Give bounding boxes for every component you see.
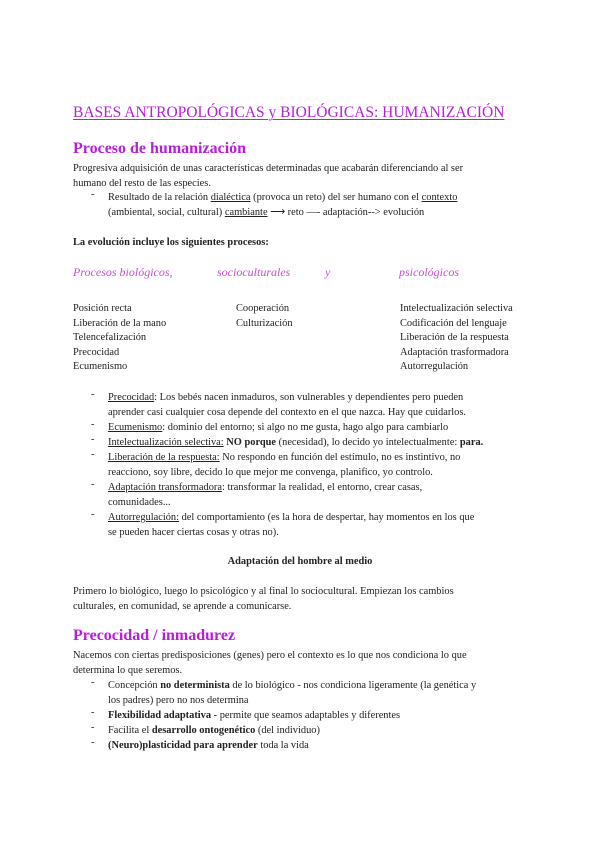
def-adaptacion-line1: Adaptación transformadora: transformar la realidad, el entorno, crear casas, bbox=[108, 482, 423, 493]
list-item: Telencefalización bbox=[73, 332, 147, 344]
header-y: y bbox=[325, 265, 331, 279]
column-socioculturales bbox=[236, 302, 293, 331]
list-item: Posición recta bbox=[73, 303, 132, 314]
precocidad-intro-line2: determina lo que seremos. bbox=[73, 665, 183, 676]
bullet-flexibilidad: Flexibilidad adaptativa - permite que seamos adaptables y diferentes bbox=[108, 710, 401, 721]
bullet-relacion-line2: (ambiental, social, cultural) cambiante ⟶ reto —- adaptación--> evolución bbox=[108, 207, 425, 218]
list-item: Liberación de la respuesta bbox=[400, 332, 509, 344]
bullet-dash: - bbox=[91, 389, 95, 400]
header-psicologicos: psicológicos bbox=[399, 265, 459, 279]
list-item: Codificación del lenguaje bbox=[400, 317, 507, 329]
list-item: Intelectualización selectiva bbox=[400, 303, 513, 314]
list-item: Cooperación bbox=[236, 303, 290, 314]
bullet-dash: - bbox=[91, 449, 95, 460]
adaptacion-paragraph-line2: culturales, en comunidad, se aprende a comunicarse. bbox=[73, 601, 292, 612]
def-liberacion-line2: reacciono, soy libre, decido lo que mejor me convenga, planifico, yo controlo. bbox=[108, 467, 433, 478]
list-item: Culturización bbox=[236, 317, 293, 329]
bullet-dash: - bbox=[91, 434, 95, 445]
header-biologicos: Procesos biológicos, bbox=[73, 265, 173, 279]
header-socioculturales: socioculturales bbox=[217, 265, 291, 279]
bullet-plasticidad: (Neuro)plasticidad para aprender toda la vida bbox=[108, 740, 309, 751]
def-precocidad-line1: Precocidad: Los bebés nacen inmaduros, son vulnerables y dependientes pero pueden bbox=[108, 392, 464, 403]
def-precocidad-line2: aprender casi cualquier cosa depende del contexto en el que nazca. Hay que cuidarlos. bbox=[108, 407, 467, 418]
bullet-dash: - bbox=[91, 677, 95, 688]
column-biologicos bbox=[73, 302, 166, 375]
document-title: BASES ANTROPOLÓGICAS y BIOLÓGICAS: HUMANIZACIÓN bbox=[73, 104, 505, 121]
list-item: Precocidad bbox=[73, 346, 120, 358]
bullet-dash: - bbox=[91, 707, 95, 718]
column-psicologicos bbox=[400, 302, 513, 375]
bullet-dash: - bbox=[91, 189, 95, 200]
list-item: Ecumenismo bbox=[73, 361, 128, 373]
bullet-dash: - bbox=[91, 737, 95, 748]
bullet-dash: - bbox=[91, 479, 95, 490]
def-ecumenismo: Ecumenismo: dominio del entorno; si algo no me gusta, hago algo para cambiarlo bbox=[108, 422, 449, 433]
list-item: Liberación de la mano bbox=[73, 317, 167, 329]
bullet-concepcion-line2: los padres) pero no nos determina bbox=[108, 695, 249, 706]
bullet-relacion-line1: Resultado de la relación dialéctica (provoca un reto) del ser humano con el contexto bbox=[108, 192, 458, 203]
precocidad-intro-line1: Nacemos con ciertas predisposiciones (genes) pero el contexto es lo que nos condiciona lo que bbox=[73, 650, 467, 661]
bullet-dash: - bbox=[91, 509, 95, 520]
def-autorregulacion-line2: se pueden hacer ciertas cosas y otras no). bbox=[108, 527, 279, 538]
evolution-intro: La evolución incluye los siguientes procesos: bbox=[73, 237, 269, 248]
section-heading-precocidad: Precocidad / inmadurez bbox=[73, 627, 236, 644]
bullet-concepcion-line1: Concepción no determinista de lo biológico - nos condiciona ligeramente (la genética y bbox=[108, 680, 477, 691]
def-adaptacion-line2: comunidades... bbox=[108, 497, 171, 508]
section-heading-humanizacion: Proceso de humanización bbox=[73, 140, 247, 157]
bullet-desarrollo: Facilita el desarrollo ontogenético (del individuo) bbox=[108, 725, 320, 736]
def-intelectualizacion: Intelectualización selectiva: NO porque (necesidad), lo decido yo intelectualmente: para. bbox=[108, 437, 484, 448]
bullet-dash: - bbox=[91, 419, 95, 430]
intro-line-1: Progresiva adquisición de unas características determinadas que acabarán diferenciando al ser bbox=[73, 163, 464, 174]
def-liberacion-line1: Liberación de la respuesta: No respondo en función del estímulo, no es instintivo, no bbox=[108, 452, 461, 463]
adaptacion-heading: Adaptación del hombre al medio bbox=[227, 556, 373, 567]
bullet-dash: - bbox=[91, 722, 95, 733]
list-item: Autorregulación bbox=[400, 361, 469, 373]
adaptacion-paragraph-line1: Primero lo biológico, luego lo psicológico y al final lo sociocultural. Empiezan los cambios bbox=[73, 586, 454, 597]
def-autorregulacion-line1: Autorregulación: del comportamiento (es la hora de despertar, hay momentos en los que bbox=[108, 512, 475, 523]
intro-line-2: humano del resto de las especies. bbox=[73, 178, 211, 189]
list-item: Adaptación trasformadora bbox=[400, 346, 509, 358]
